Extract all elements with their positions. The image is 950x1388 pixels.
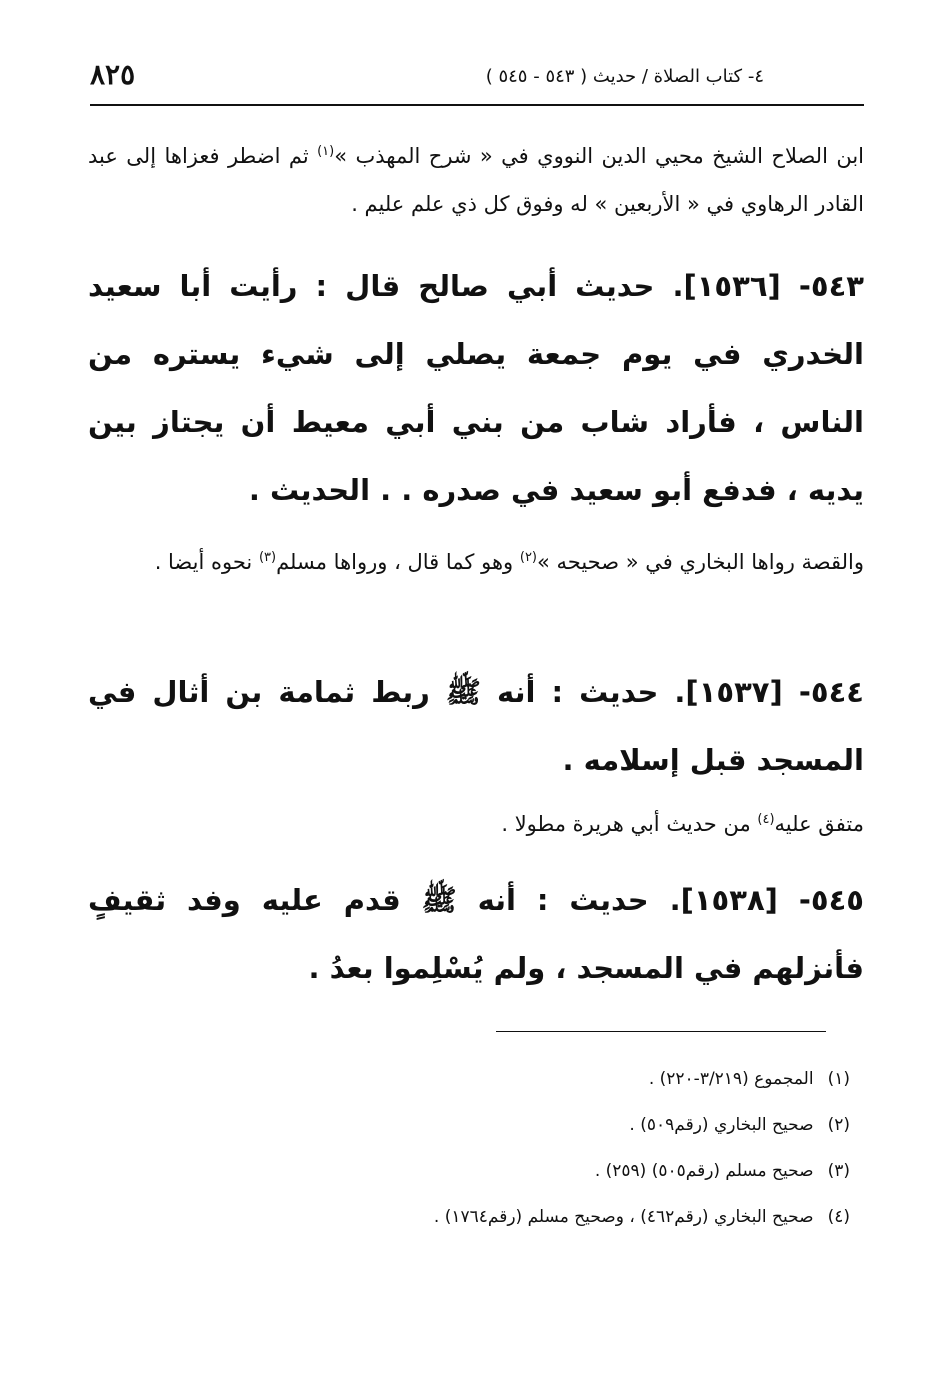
- intro-line-1-end: ثم اضطر فعزاها: [164, 144, 318, 168]
- footnote-text: المجموع (٣/٢١٩-٢٢٠) .: [648, 1069, 814, 1089]
- note-text: متفق عليه: [774, 812, 864, 836]
- hadith-number: ٥٤٥-: [798, 883, 864, 917]
- hadith-text: [١٥٣٨]. حديث : أنه ﷺ قدم عليه وفد ثقيفٍ فأنزلهم في المسجد ، ولم يُسْلِموا بعدُ .: [88, 883, 864, 985]
- intro-paragraph: [88, 132, 864, 228]
- running-title: ٤- كتاب الصلاة / حديث ( ٥٤٣ - ٥٤٥ ): [485, 66, 764, 87]
- note-544: [104, 800, 864, 848]
- footnote-text: صحيح البخاري (رقم٤٦٢) ، وصحيح مسلم (رقم١٧٦٤) .: [433, 1207, 814, 1227]
- footnote-2: [150, 1102, 850, 1148]
- footnote-number: (٤): [827, 1207, 850, 1227]
- footnote-number: (٣): [827, 1161, 850, 1181]
- intro-line-2: إلى عبد القادر الرهاوي في « الأربعين » له وفوق كل ذي علم عليم .: [88, 144, 864, 216]
- footnote-ref-3: (٣): [258, 550, 277, 565]
- hadith-543: [88, 252, 864, 524]
- note-text: وهو كما قال ، ورواها مسلم: [276, 550, 520, 574]
- page-number: ٨٢٥: [90, 58, 136, 91]
- hadith-number: ٥٤٤-: [798, 675, 864, 709]
- hadith-text: [١٥٣٧]. حديث : أنه ﷺ ربط ثمامة بن أثال في المسجد قبل إسلامه .: [88, 675, 864, 777]
- footnote-text: صحيح البخاري (رقم٥٠٩) .: [629, 1115, 814, 1135]
- footnote-ref-1: (١): [317, 144, 335, 159]
- footnote-number: (١): [827, 1069, 850, 1089]
- footnote-4: [150, 1194, 850, 1240]
- footnote-divider: [496, 1031, 826, 1032]
- footnotes: [150, 1056, 850, 1240]
- note-543: [104, 538, 864, 586]
- footnote-ref-4: (٤): [757, 812, 775, 827]
- page-header: [90, 56, 864, 106]
- hadith-544: [88, 658, 864, 794]
- footnote-text: صحيح مسلم (رقم٥٠٥) (٢٥٩) .: [594, 1161, 814, 1181]
- hadith-545: [88, 866, 864, 1002]
- hadith-text: [١٥٣٦]. حديث أبي صالح قال : رأيت أبا سعيد الخدري في يوم جمعة يصلي إلى شيء يستره من الناس ، فأراد شاب من بني أبي معيط أن يجتاز بين يديه ، فدفع أبو سعيد في صدره . . الحديث .: [88, 269, 864, 507]
- note-text: نحوه أيضا .: [154, 550, 259, 574]
- hadith-number: ٥٤٣-: [798, 269, 864, 303]
- footnote-ref-2: (٢): [519, 550, 537, 565]
- footnote-number: (٢): [827, 1115, 850, 1135]
- footnote-3: [150, 1148, 850, 1194]
- note-text: من حديث أبي هريرة مطولا .: [501, 812, 758, 836]
- footnote-1: [150, 1056, 850, 1102]
- note-text: والقصة رواها البخاري في « صحيحه »: [537, 550, 864, 574]
- intro-line-1: ابن الصلاح الشيخ محيي الدين النووي في « شرح المهذب »: [334, 144, 864, 168]
